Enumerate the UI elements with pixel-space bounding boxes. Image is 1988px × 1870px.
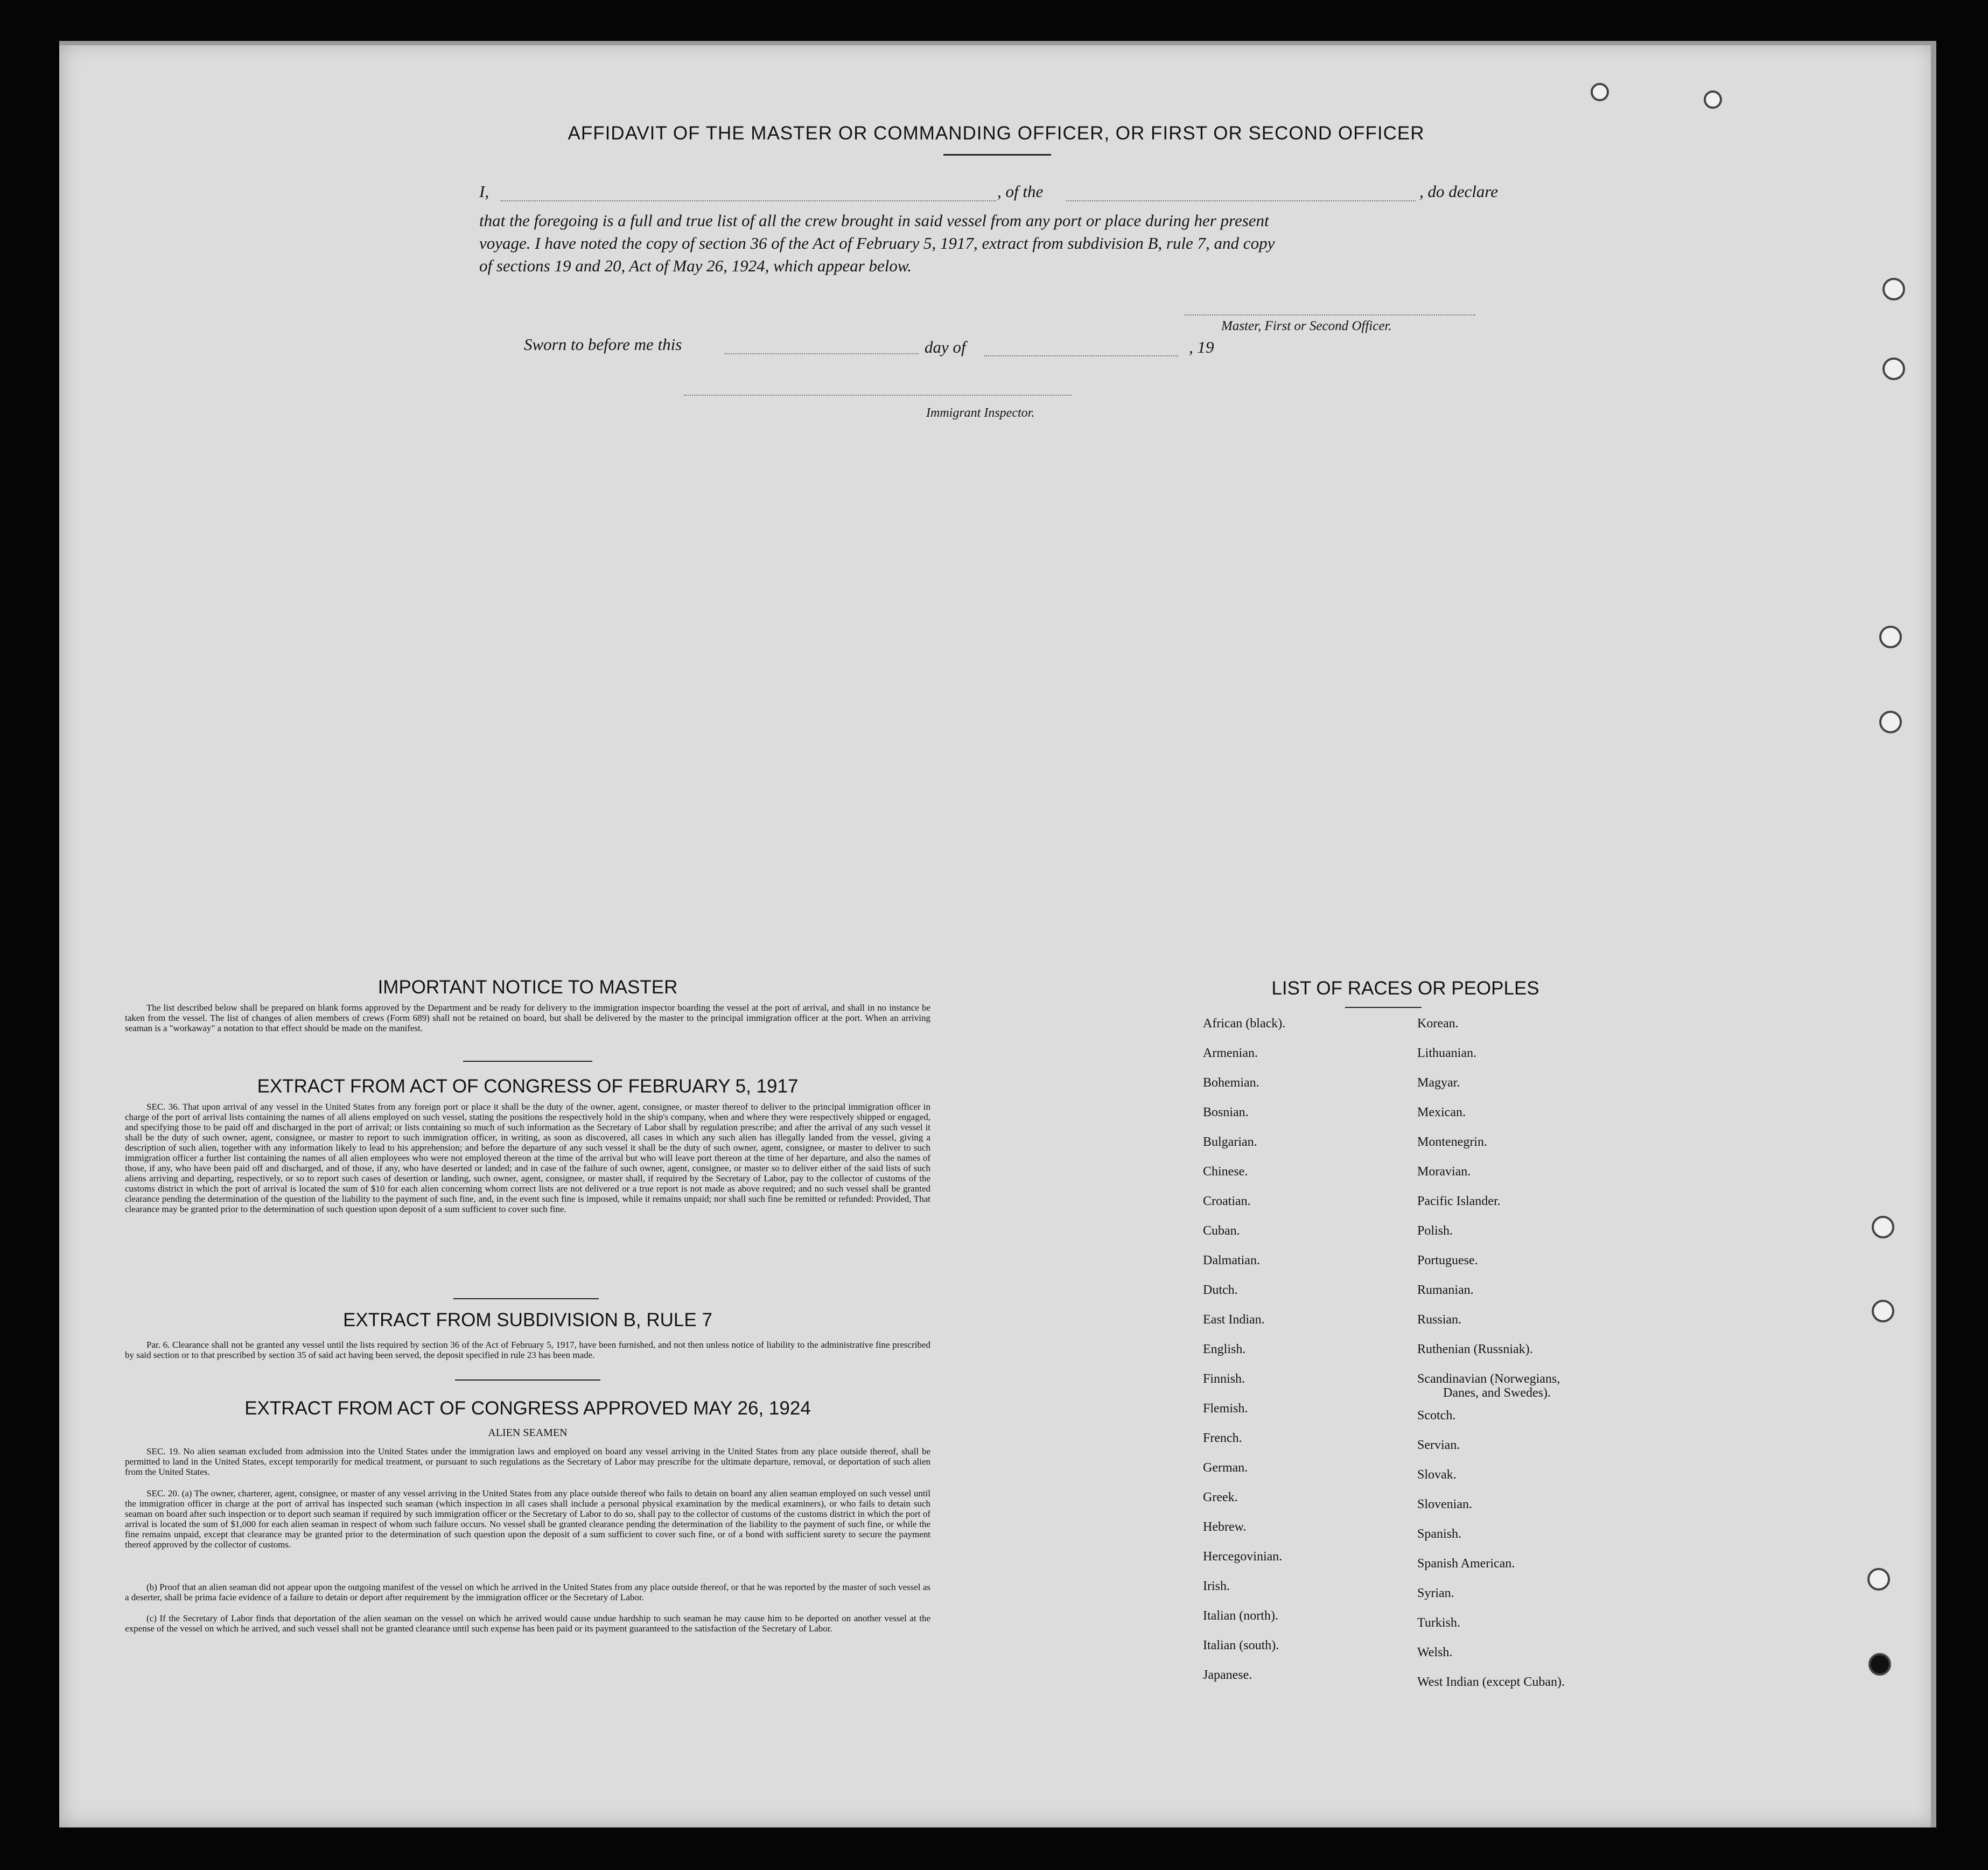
- race-servian: Servian.: [1417, 1438, 1460, 1452]
- binder-hole-3: [1879, 626, 1902, 648]
- race-ruthenian: Ruthenian (Russniak).: [1417, 1342, 1533, 1356]
- race-mexican: Mexican.: [1417, 1105, 1466, 1119]
- race-bulgarian: Bulgarian.: [1203, 1135, 1257, 1149]
- affidavit-line-2: that the foregoing is a full and true list of all the crew brought in said vessel from any port or place during her present: [479, 211, 1269, 230]
- race-greek: Greek.: [1203, 1490, 1238, 1504]
- race-german: German.: [1203, 1461, 1248, 1475]
- race-scandinavian: Scandinavian (Norwegians,: [1417, 1372, 1560, 1386]
- race-flemish: Flemish.: [1203, 1402, 1248, 1416]
- race-slovak: Slovak.: [1417, 1468, 1457, 1482]
- rule-7-title: EXTRACT FROM SUBDIVISION B, RULE 7: [343, 1309, 712, 1330]
- race-scotch: Scotch.: [1417, 1409, 1456, 1423]
- sworn-day-field[interactable]: [725, 353, 919, 354]
- sec-20b-text: (b) Proof that an alien seaman did not appear upon the outgoing manifest of the vessel on which he arrived in the United States from any place outside thereof, or that he was reported by the master of such vessel as a deserter, shall be prima facie evidence of a failure to detain or deport after requirement by the immigration officer or the Secretary of Labor.: [125, 1582, 930, 1602]
- race-lithuanian: Lithuanian.: [1417, 1046, 1476, 1060]
- top-edge: [59, 41, 1936, 45]
- affidavit-i: I,: [479, 182, 489, 201]
- race-italian-south: Italian (south).: [1203, 1638, 1279, 1652]
- races-underline: [1345, 1007, 1422, 1008]
- affidavit-of-the: , of the: [997, 182, 1044, 201]
- race-korean: Korean.: [1417, 1017, 1459, 1031]
- divider-1: [463, 1061, 592, 1062]
- race-portuguese: Portuguese.: [1417, 1253, 1478, 1267]
- binder-hole-7: [1867, 1568, 1890, 1591]
- race-french: French.: [1203, 1431, 1242, 1445]
- race-rumanian: Rumanian.: [1417, 1283, 1474, 1297]
- race-syrian: Syrian.: [1417, 1586, 1454, 1600]
- race-east-indian: East Indian.: [1203, 1313, 1265, 1327]
- notice-text: The list described below shall be prepared on blank forms approved by the Department and be ready for delivery to the immigration inspector boarding the vessel at the port of arrival, and shall in no instance be taken from the vessel. The list of changes of alien members of crews (Form 689) shall not be retained on board, but shall be delivered by the master to the principal immigration officer at the port. When an arriving seaman is a "workaway" a notation to that effect should be made on the manifest.: [125, 1003, 930, 1033]
- binder-hole-1: [1882, 278, 1905, 300]
- affidavit-do-declare: , do declare: [1419, 182, 1499, 201]
- extract-1924-title: EXTRACT FROM ACT OF CONGRESS APPROVED MAY 26, 1924: [244, 1398, 811, 1419]
- race-russian: Russian.: [1417, 1313, 1462, 1327]
- divider-3: [455, 1379, 600, 1381]
- race-spanish-american: Spanish American.: [1417, 1557, 1515, 1571]
- sec-20a-text: SEC. 20. (a) The owner, charterer, agent, consignee, or master of any vessel arriving in the United States from any place outside thereof who fails to detain on board any alien seaman employed on such vessel until the immigration officer in charge at the port of arrival has inspected such seaman (which inspection in all cases shall include a personal physical examination by the medical examiners), or who fails to detain such seaman on board after such inspection or to deport such seaman if required by such immigration officer or the Secretary of Labor to do so, shall pay to the collector of customs of the customs district in which the port of arrival is located the sum of $1,000 for each alien seaman in respect of whom such failure occurs. No vessel shall be granted clearance pending the determination of the liability to the payment of such fine, or while the fine remains unpaid, except that clearance may be granted prior to the determination of such question upon the deposit of a sum sufficient to cover such fine, or of a bond with sufficient surety to secure the payment thereof approved by the collector of customs.: [125, 1488, 930, 1550]
- master-label: Master, First or Second Officer.: [1221, 319, 1392, 333]
- alien-seamen-subtitle: ALIEN SEAMEN: [488, 1427, 568, 1439]
- name-field[interactable]: [501, 200, 996, 201]
- inspector-signature-field[interactable]: [684, 395, 1072, 396]
- affidavit-line-3: voyage. I have noted the copy of section 36 of the Act of February 5, 1917, extract from subdivision B, rule 7, and copy: [479, 234, 1275, 253]
- day-of-label: day of: [925, 338, 966, 356]
- year-label: , 19: [1189, 338, 1214, 356]
- extract-1917-text: SEC. 36. That upon arrival of any vessel in the United States from any foreign port or place it shall be the duty of the owner, agent, consignee, or master thereof to deliver to the principal immigration officer in charge of the port of arrival lists containing the names of all aliens employed on such vessel, stating the positions the respectively hold in the ship's company, when and where they were respectively shipped or engaged, and specifying those to be paid off and discharged in the port of arrival; or lists containing so much of such information as the Secretary of Labor shall by regulation prescribe; and after the arrival of any such vessel it shall be the duty of such owner, agent, consignee, or master to report to such immigration officer, in writing, as soon as discovered, all cases in which any such alien has illegally landed from the vessel, giving a description of such alien, together with any information likely to lead to his apprehension; and before the departure of any such vessel it shall be the duty of such owner, agent, consignee, or master to deliver to such immigration officer a further list containing the names of all alien employees who were not employed thereon at the time of the arrival but who will leave port thereon at the time of her departure, and also the names of those, if any, who have been paid off and discharged, and of those, if any, who have deserted or landed; and in case of the failure of such owner, agent, consignee, or master so to deliver either of the said lists of such aliens arriving and departing, respectively, or so to report such cases of desertion or landing, such owner, agent, consignee, or master shall, if required by the Secretary of Labor, pay to the collector of customs of the customs district in which the port of arrival is located the sum of $10 for each alien concerning whom correct lists are not delivered or a true report is not made as above required; and no such vessel shall be granted clearance pending the determination of the question of the liability to the payment of such fine, and, in the event such fine is imposed, while it remains unpaid; nor shall such fine be remitted or refunded: Provided, That clearance may be granted prior to the determination of such question upon deposit of a sum sufficient to cover such fine.: [125, 1102, 930, 1214]
- affidavit-title: AFFIDAVIT OF THE MASTER OR COMMANDING OFFICER, OR FIRST OR SECOND OFFICER: [568, 123, 1425, 144]
- extract-1917-title: EXTRACT FROM ACT OF CONGRESS OF FEBRUARY 5, 1917: [257, 1076, 799, 1097]
- race-chinese: Chinese.: [1203, 1165, 1248, 1179]
- race-armenian: Armenian.: [1203, 1046, 1258, 1060]
- rule-7-text: Par. 6. Clearance shall not be granted any vessel until the lists required by section 36 of the Act of February 5, 1917, have been furnished, and not then unless notice of liability to the administrative fine prescribed by said section or to that prescribed by section 35 of said act having been served, the deposit specified in rule 23 has been made.: [125, 1340, 930, 1360]
- binder-hole-2: [1882, 358, 1905, 380]
- race-moravian: Moravian.: [1417, 1165, 1471, 1179]
- race-hebrew: Hebrew.: [1203, 1520, 1247, 1534]
- race-croatian: Croatian.: [1203, 1194, 1251, 1208]
- race-slovenian: Slovenian.: [1417, 1497, 1472, 1511]
- races-title: LIST OF RACES OR PEOPLES: [1271, 978, 1539, 999]
- race-irish: Irish.: [1203, 1579, 1230, 1593]
- document-sheet: [59, 41, 1936, 1827]
- race-west-indian: West Indian (except Cuban).: [1417, 1675, 1565, 1689]
- right-edge: [1931, 41, 1936, 1827]
- binder-hole-6: [1872, 1300, 1894, 1322]
- binder-hole-8: [1868, 1653, 1891, 1676]
- sec-19-text: SEC. 19. No alien seaman excluded from admission into the United States under the immigration laws and employed on board any vessel arriving in the United States from any place outside thereof, shall be permitted to land in the United States, except temporarily for medical treatment, or pursuant to such regulations as the Secretary of Labor may prescribe for the ultimate departure, removal, or deportation of such alien from the United States.: [125, 1446, 930, 1477]
- race-hercegovinian: Hercegovinian.: [1203, 1550, 1283, 1564]
- race-magyar: Magyar.: [1417, 1076, 1460, 1090]
- affidavit-line-4: of sections 19 and 20, Act of May 26, 1924, which appear below.: [479, 256, 912, 275]
- race-pacific-islander: Pacific Islander.: [1417, 1194, 1501, 1208]
- race-turkish: Turkish.: [1417, 1616, 1460, 1630]
- vessel-field[interactable]: [1066, 200, 1416, 201]
- race-italian-north: Italian (north).: [1203, 1609, 1278, 1623]
- race-japanese: Japanese.: [1203, 1668, 1252, 1682]
- race-polish: Polish.: [1417, 1224, 1453, 1238]
- race-dutch: Dutch.: [1203, 1283, 1238, 1297]
- sec-20c-text: (c) If the Secretary of Labor finds that deportation of the alien seaman on the vessel on which he arrived would cause undue hardship to such seaman he may cause him to be deported on another vessel at the expense of the vessel on which he arrived, and such vessel shall not be granted clearance until such expense has been paid or its payment guaranteed to the satisfaction of the Secretary of Labor.: [125, 1613, 930, 1634]
- race-african: African (black).: [1203, 1017, 1286, 1031]
- race-cuban: Cuban.: [1203, 1224, 1240, 1238]
- race-welsh: Welsh.: [1417, 1645, 1453, 1659]
- divider-2: [453, 1298, 599, 1299]
- title-underline: [943, 154, 1051, 156]
- binder-hole-top-2: [1704, 90, 1722, 109]
- race-spanish: Spanish.: [1417, 1527, 1462, 1541]
- notice-title: IMPORTANT NOTICE TO MASTER: [377, 977, 678, 998]
- binder-hole-5: [1872, 1216, 1894, 1238]
- race-bohemian: Bohemian.: [1203, 1076, 1259, 1090]
- binder-hole-top-1: [1591, 83, 1609, 101]
- inspector-label: Immigrant Inspector.: [926, 406, 1035, 420]
- race-english: English.: [1203, 1342, 1246, 1356]
- sworn-month-field[interactable]: [984, 355, 1178, 356]
- race-dalmatian: Dalmatian.: [1203, 1253, 1260, 1267]
- master-signature-field[interactable]: [1185, 314, 1475, 316]
- race-bosnian: Bosnian.: [1203, 1105, 1249, 1119]
- binder-hole-4: [1879, 711, 1902, 733]
- race-finnish: Finnish.: [1203, 1372, 1245, 1386]
- race-montenegrin: Montenegrin.: [1417, 1135, 1487, 1149]
- sworn-label: Sworn to before me this: [524, 335, 682, 354]
- race-scandinavian-cont: Danes, and Swedes).: [1443, 1386, 1551, 1400]
